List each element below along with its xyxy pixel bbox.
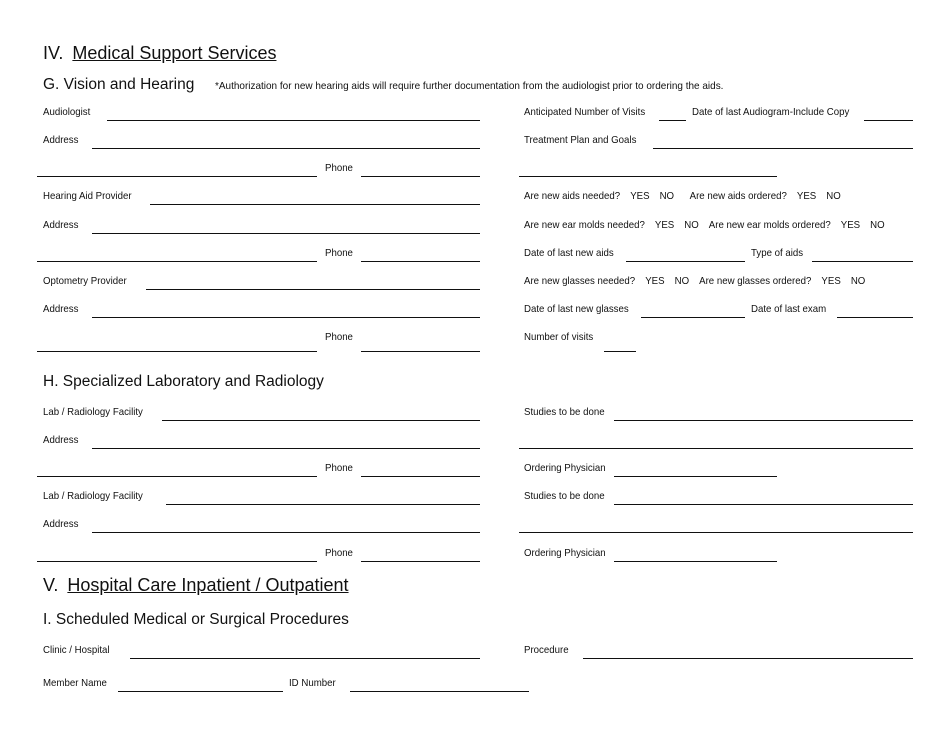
section-i-title: I. Scheduled Medical or Surgical Procedures: [43, 611, 349, 628]
section-iv-number: IV.: [43, 43, 64, 63]
lab-address-field-2b[interactable]: [37, 561, 317, 562]
lab-address-field-1b[interactable]: [37, 476, 317, 477]
date-last-glasses-label: Date of last new glasses: [524, 303, 629, 315]
procedure-field[interactable]: [583, 658, 913, 659]
lab-phone-field-2[interactable]: [361, 561, 480, 562]
section-h-title: H. Specialized Laboratory and Radiology: [43, 373, 324, 390]
hearing-aid-phone-label: Phone: [325, 247, 353, 259]
hearing-aid-address-field[interactable]: [92, 233, 480, 234]
new-aids-needed-row: [524, 190, 841, 202]
ordering-physician-field-1[interactable]: [614, 476, 777, 477]
audiologist-address-field-2[interactable]: [37, 176, 317, 177]
lab-address-field-2[interactable]: [92, 532, 480, 533]
studies-field-1b[interactable]: [519, 448, 913, 449]
studies-field-2[interactable]: [614, 504, 913, 505]
hearing-aid-address-field-2[interactable]: [37, 261, 317, 262]
studies-field-2b[interactable]: [519, 532, 913, 533]
audiologist-address-field[interactable]: [92, 148, 480, 149]
id-number-label: ID Number: [289, 677, 336, 689]
treatment-plan-field-2[interactable]: [519, 176, 777, 177]
new-aids-needed-label: Are new aids needed?: [524, 190, 621, 202]
new-aids-ordered-yes[interactable]: YES: [796, 190, 817, 202]
hearing-aid-provider-field[interactable]: [150, 204, 480, 205]
new-glasses-ordered-label: Are new glasses ordered?: [699, 275, 812, 287]
lab-facility-label-2: Lab / Radiology Facility: [43, 490, 143, 502]
anticipated-visits-label: Anticipated Number of Visits: [524, 106, 646, 118]
section-iv-title: Medical Support Services: [72, 43, 277, 63]
audiologist-phone-label: Phone: [325, 162, 353, 174]
studies-label-2: Studies to be done: [524, 490, 605, 502]
new-aids-needed-no[interactable]: NO: [659, 190, 675, 202]
new-molds-needed-yes[interactable]: YES: [654, 219, 675, 231]
new-molds-ordered-label: Are new ear molds ordered?: [708, 219, 831, 231]
section-g-title: G. Vision and Hearing: [43, 76, 195, 93]
new-aids-needed-yes[interactable]: YES: [630, 190, 650, 202]
lab-address-label-2: Address: [43, 518, 79, 530]
type-of-aids-field[interactable]: [812, 261, 913, 262]
ordering-physician-label-2: Ordering Physician: [524, 547, 606, 559]
optometry-provider-field[interactable]: [146, 289, 480, 290]
section-v-title: Hospital Care Inpatient / Outpatient: [67, 575, 349, 595]
date-last-exam-field[interactable]: [837, 317, 913, 318]
new-glasses-row: [524, 275, 865, 287]
hearing-aid-address-label: Address: [43, 219, 79, 231]
date-last-exam-label: Date of last exam: [751, 303, 827, 315]
id-number-field[interactable]: [350, 691, 529, 692]
clinic-hospital-field[interactable]: [130, 658, 480, 659]
procedure-label: Procedure: [524, 644, 569, 656]
audiologist-field[interactable]: [107, 120, 480, 121]
lab-facility-field-2[interactable]: [166, 504, 480, 505]
section-v-number: V.: [43, 575, 59, 595]
hearing-aid-provider-label: Hearing Aid Provider: [43, 190, 132, 202]
type-of-aids-label: Type of aids: [751, 247, 804, 259]
optometry-phone-field[interactable]: [361, 351, 480, 352]
optometry-address-label: Address: [43, 303, 79, 315]
new-molds-needed-no[interactable]: NO: [684, 219, 699, 231]
member-name-field[interactable]: [118, 691, 283, 692]
ordering-physician-field-2[interactable]: [614, 561, 777, 562]
member-name-label: Member Name: [43, 677, 107, 689]
number-of-visits-field[interactable]: [604, 351, 636, 352]
new-aids-ordered-label: Are new aids ordered?: [689, 190, 787, 202]
lab-phone-label-2: Phone: [325, 547, 353, 559]
optometry-provider-label: Optometry Provider: [43, 275, 127, 287]
new-glasses-needed-no[interactable]: NO: [674, 275, 690, 287]
section-v-heading: [43, 575, 349, 596]
audiologist-phone-field[interactable]: [361, 176, 480, 177]
new-molds-ordered-no[interactable]: NO: [870, 219, 885, 231]
hearing-aid-phone-field[interactable]: [361, 261, 480, 262]
number-of-visits-label: Number of visits: [524, 331, 594, 343]
new-glasses-ordered-yes[interactable]: YES: [821, 275, 841, 287]
section-iv-heading: [43, 43, 276, 64]
anticipated-visits-field[interactable]: [659, 120, 686, 121]
new-molds-ordered-yes[interactable]: YES: [840, 219, 861, 231]
new-glasses-ordered-no[interactable]: NO: [850, 275, 866, 287]
optometry-address-field[interactable]: [92, 317, 480, 318]
lab-phone-label-1: Phone: [325, 462, 353, 474]
new-glasses-needed-label: Are new glasses needed?: [524, 275, 636, 287]
new-glasses-needed-yes[interactable]: YES: [645, 275, 665, 287]
new-molds-row: [524, 219, 885, 231]
lab-phone-field-1[interactable]: [361, 476, 480, 477]
date-last-aids-label: Date of last new aids: [524, 247, 614, 259]
studies-label-1: Studies to be done: [524, 406, 605, 418]
treatment-plan-field[interactable]: [653, 148, 913, 149]
lab-address-label-1: Address: [43, 434, 79, 446]
ordering-physician-label-1: Ordering Physician: [524, 462, 606, 474]
hearing-aids-note: *Authorization for new hearing aids will require further documentation from the audiologist prior to ordering the aids.: [215, 80, 724, 92]
last-audiogram-field[interactable]: [864, 120, 913, 121]
date-last-aids-field[interactable]: [626, 261, 745, 262]
lab-facility-label-1: Lab / Radiology Facility: [43, 406, 143, 418]
date-last-glasses-field[interactable]: [641, 317, 745, 318]
lab-facility-field-1[interactable]: [162, 420, 480, 421]
treatment-plan-label: Treatment Plan and Goals: [524, 134, 637, 146]
audiologist-label: Audiologist: [43, 106, 91, 118]
clinic-hospital-label: Clinic / Hospital: [43, 644, 110, 656]
lab-address-field-1[interactable]: [92, 448, 480, 449]
new-molds-needed-label: Are new ear molds needed?: [524, 219, 645, 231]
audiologist-address-label: Address: [43, 134, 79, 146]
last-audiogram-label: Date of last Audiogram-Include Copy: [692, 106, 850, 118]
optometry-address-field-2[interactable]: [37, 351, 317, 352]
studies-field-1[interactable]: [614, 420, 913, 421]
optometry-phone-label: Phone: [325, 331, 353, 343]
new-aids-ordered-no[interactable]: NO: [826, 190, 841, 202]
